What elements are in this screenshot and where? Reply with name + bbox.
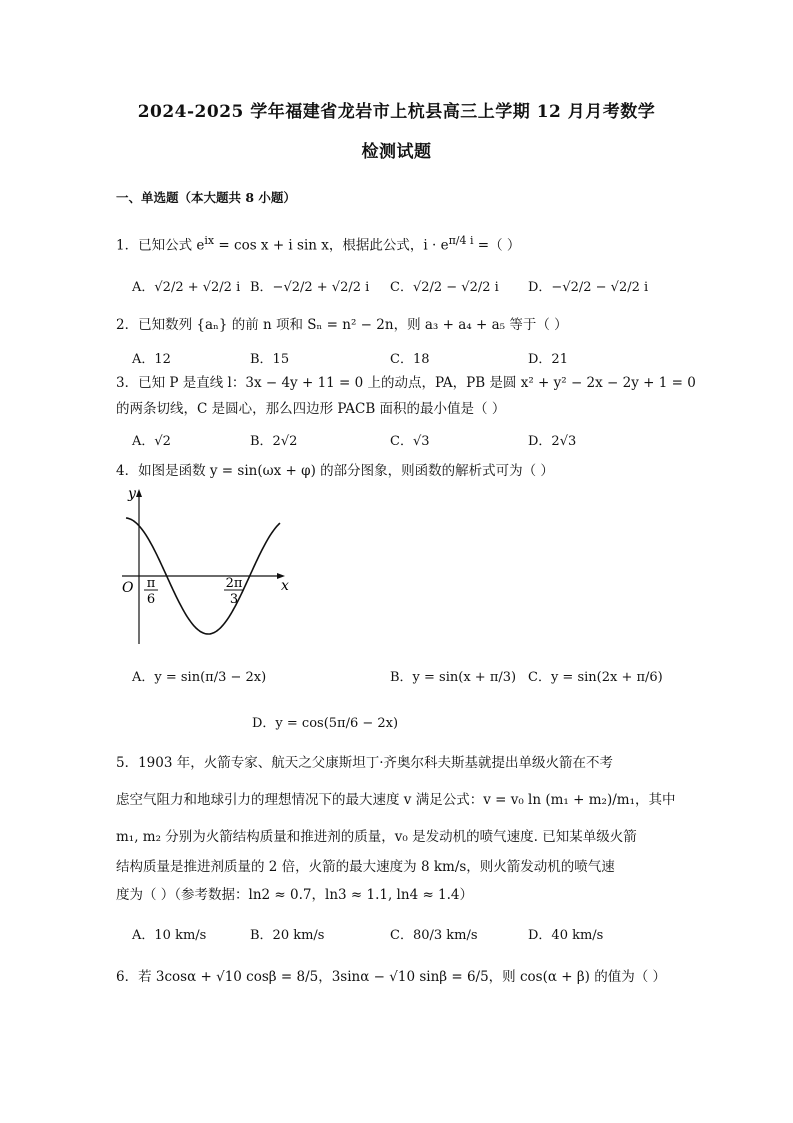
question-5-option-a: A．10 km/s [132,928,207,943]
question-3-option-d: D．2√3 [528,434,577,449]
question-5-line-1: 5．1903 年，火箭专家、航天之父康斯坦丁·齐奥尔科夫斯基就提出单级火箭在不考 [116,755,614,771]
question-4-option-a: A．y = sin(π/3 − 2x) [132,670,267,685]
question-1-option-a: A．√2/2 + √2/2 i [132,280,241,295]
question-2-option-b: B．15 [250,352,290,367]
question-5-line-2: 虑空气阻力和地球引力的理想情况下的最大速度 v 满足公式：v = v₀ ln (m₁ + m₂)/m₁，其中 [116,792,676,808]
question-4-stem: 4．如图是函数 y = sin(ωx + φ) 的部分图象，则函数的解析式可为（ ） [116,463,554,479]
question-1-stem: 1．已知公式 $e^{ix} = \cos x + i$ sin x，根据此公式，$i \cdot e^{\pi/4 i}$ =（ ） [116,234,521,254]
question-5-line-5: 度为（ ）（参考数据：ln2 ≈ 0.7，ln3 ≈ 1.1, ln4 ≈ 1.4） [116,887,474,903]
question-3-stem-line-2: 的两条切线，C 是圆心，那么四边形 PACB 面积的最小值是（ ） [116,401,506,417]
question-2-option-d: D．21 [528,352,568,367]
question-1-option-b: B．−√2/2 + √2/2 i [250,280,370,295]
question-5-line-4: 结构质量是推进剂质量的 2 倍，火箭的最大速度为 8 km/s，则火箭发动机的喷气速 [116,859,615,875]
question-4-option-c: C．y = sin(2x + π/6) [528,670,663,685]
tick-2pi-over-3-denominator: 3 [229,592,239,607]
origin-label: O [122,580,134,596]
sine-graph [112,484,302,648]
y-axis-label: y [128,486,136,502]
question-1-option-d: D．−√2/2 − √2/2 i [528,280,649,295]
question-2-stem: 2．已知数列 {aₙ} 的前 n 项和 Sₙ = n² − 2n，则 a₃ + a₄ + a₅ 等于（ ） [116,317,568,333]
title-line-1: 2024-2025 学年福建省龙岩市上杭县高三上学期 12 月月考数学 [137,102,656,122]
question-4-option-d: D．y = cos(5π/6 − 2x) [252,716,399,731]
section-heading: 一、单选题（本大题共 8 小题） [116,190,296,205]
question-1-option-c: C．√2/2 − √2/2 i [390,280,499,295]
tick-pi-over-6-denominator: 6 [146,592,156,607]
question-3-option-a: A．√2 [132,434,171,449]
question-5-line-3: m₁, m₂ 分别为火箭结构质量和推进剂的质量，v₀ 是发动机的喷气速度. 已知某单级火箭 [116,829,637,845]
question-3-option-b: B．2√2 [250,434,298,449]
tick-pi-over-6-numerator: π [146,576,156,591]
x-axis-label: x [281,578,289,594]
question-3-stem-line-1: 3．已知 P 是直线 l：3x − 4y + 11 = 0 上的动点，PA，PB 是圆 x² + y² − 2x − 2y + 1 = 0 [116,375,696,391]
question-3-option-c: C．√3 [390,434,430,449]
title-line-2: 检测试题 [361,142,432,162]
question-5-option-b: B．20 km/s [250,928,325,943]
question-4-option-b: B．y = sin(x + π/3) [390,670,517,685]
question-2-option-c: C．18 [390,352,430,367]
question-2-option-a: A．12 [132,352,171,367]
tick-2pi-over-3-numerator: 2π [225,576,243,591]
y-axis-arrow [136,489,142,497]
question-5-option-c: C．80/3 km/s [390,928,478,943]
question-5-option-d: D．40 km/s [528,928,604,943]
question-6-stem: 6．若 3cosα + √10 cosβ = 8/5，3sinα − √10 sinβ = 6/5，则 cos(α + β) 的值为（ ） [116,969,667,985]
